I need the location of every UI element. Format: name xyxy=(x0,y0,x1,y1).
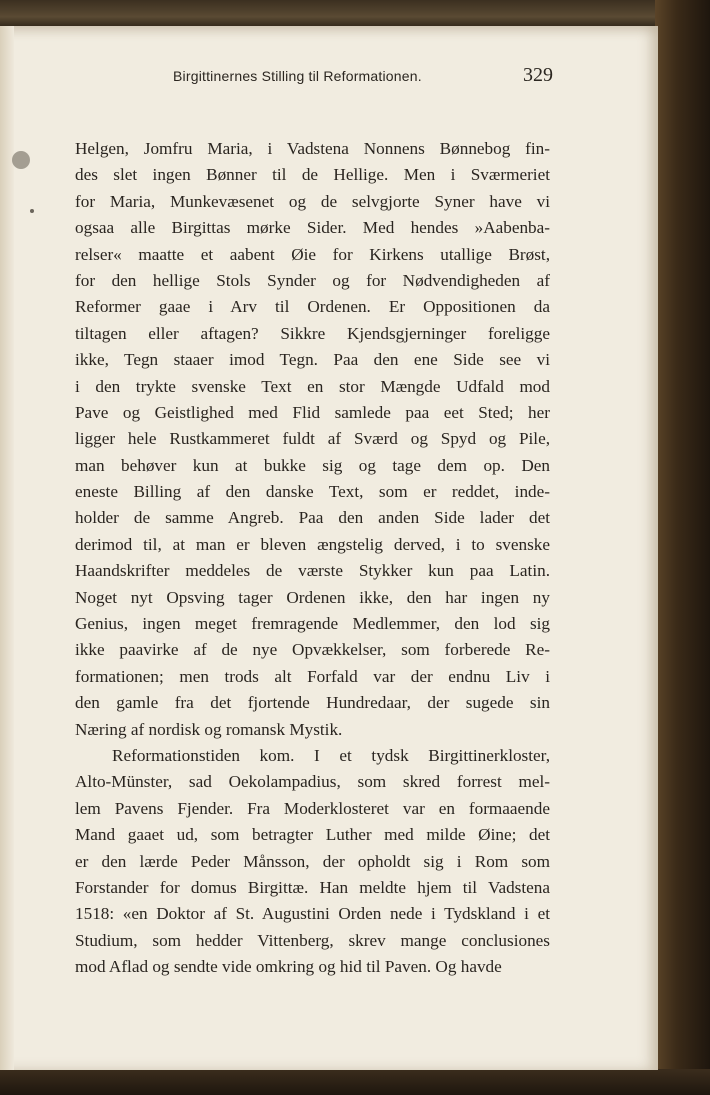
text-line: Reformationstiden kom. I et tydsk Birgittinerkloster, xyxy=(112,745,550,765)
text-line: Forstander for domus Birgittæ. Han meldte hjem til Vadstena xyxy=(75,877,550,897)
text-line: for Maria, Munkevæsenet og de selvgjorte Syner have vi xyxy=(75,191,550,211)
text-line: ogsaa alle Birgittas mørke Sider. Med hendes »Aabenba- xyxy=(75,218,550,238)
text-line: ligger hele Rustkammeret fuldt af Sværd og Spyd og Pile, xyxy=(75,429,550,449)
text-line: man behøver kun at bukke sig og tage dem op. Den xyxy=(75,455,550,475)
page-number: 329 xyxy=(523,64,553,86)
text-line: Helgen, Jomfru Maria, i Vadstena Nonnens Bønnebog fin- xyxy=(75,139,550,158)
text-line: formationen; men trods alt Forfald var der endnu Liv i xyxy=(75,666,550,686)
text-line: lem Pavens Fjender. Fra Moderklosteret var en formaaende xyxy=(75,798,550,818)
gutter-shadow xyxy=(0,26,14,1070)
text-line: ikke paavirke af de nye Opvækkelser, som forberede Re- xyxy=(75,640,550,660)
book-bottom-edge xyxy=(0,1069,710,1095)
text-line: 1518: «en Doktor af St. Augustini Orden nede i Tydskland i et xyxy=(75,904,550,924)
text-line: Noget nyt Opsving tager Ordenen ikke, den har ingen ny xyxy=(75,587,550,607)
book-cover-edge xyxy=(655,0,710,1095)
text-line: i den trykte svenske Text en stor Mængde Udfald mod xyxy=(75,376,550,396)
text-line: den gamle fra det fjortende Hundredaar, der sugede sin xyxy=(75,693,550,713)
text-line: er den lærde Peder Månsson, der opholdt sig i Rom som xyxy=(75,851,550,871)
ink-dot xyxy=(30,209,34,213)
text-line: ikke, Tegn staaer imod Tegn. Paa den ene Side see vi xyxy=(75,350,550,370)
book-top-edge xyxy=(0,0,710,28)
paragraph xyxy=(75,743,550,981)
text-line: mod Aflad og sendte vide omkring og hid til Paven. Og havde xyxy=(75,957,502,977)
text-line: holder de samme Angreb. Paa den anden Side lader det xyxy=(75,508,550,528)
text-line: des slet ingen Bønner til de Hellige. Men i Sværmeriet xyxy=(75,165,550,185)
text-line: Næring af nordisk og romansk Mystik. xyxy=(75,719,343,739)
page-header xyxy=(75,62,553,92)
text-line: eneste Billing af den danske Text, som er reddet, inde- xyxy=(75,482,550,502)
text-line: Studium, som hedder Vittenberg, skrev mange conclusiones xyxy=(75,930,550,950)
running-title: Birgittinernes Stilling til Reformationen. xyxy=(173,68,422,84)
text-line: Haandskrifter meddeles de værste Stykker kun paa Latin. xyxy=(75,561,550,581)
text-line: Genius, ingen meget fremragende Medlemmer, den lod sig xyxy=(75,614,550,634)
text-line: Reformer gaae i Arv til Ordenen. Er Oppositionen da xyxy=(75,297,550,317)
ink-spot xyxy=(12,151,30,169)
text-line: Alto-Münster, sad Oekolampadius, som skred forrest mel- xyxy=(75,772,550,792)
text-line: relser« maatte et aabent Øie for Kirkens utallige Brøst, xyxy=(75,244,550,264)
text-line: tiltagen eller aftagen? Sikkre Kjendsgjerninger foreligge xyxy=(75,323,550,343)
text-line: Mand gaaet ud, som betragter Luther med milde Øine; det xyxy=(75,825,550,845)
body-text xyxy=(75,136,550,981)
text-line: Pave og Geistlighed med Flid samlede paa eet Sted; her xyxy=(75,402,550,422)
text-line: derimod til, at man er bleven ængstelig derved, i to svenske xyxy=(75,534,550,554)
paragraph xyxy=(75,136,550,743)
text-line: for den hellige Stols Synder og for Nødvendigheden af xyxy=(75,270,550,290)
